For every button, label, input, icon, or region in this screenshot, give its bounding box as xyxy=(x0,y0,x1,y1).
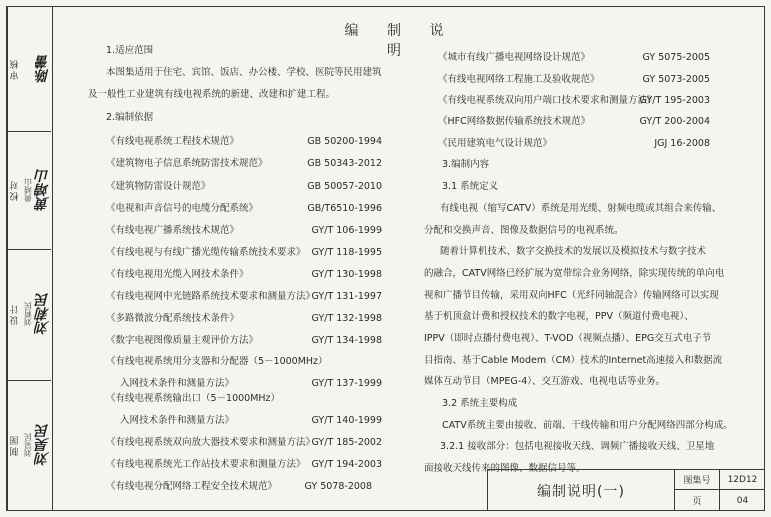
paragraph-line: 面接收天线传来的图像、数据信号等。 xyxy=(424,463,586,474)
atlas-number-value: 12D12 xyxy=(720,470,765,490)
person-name: 刘莉民 xyxy=(23,302,33,327)
standard-name: 《建筑物电子信息系统防雷技术规范》 xyxy=(106,158,268,169)
standard-code: GY/T 137-1999 xyxy=(311,378,382,389)
standard-name: 《有线电视系统工程技术规范》 xyxy=(106,136,240,147)
standard-code: GY/T 118-1995 xyxy=(311,247,382,258)
page-number: 04 xyxy=(736,495,749,506)
standard-name: 《有线电视系统光工作站技术要求和测量方法》 xyxy=(106,459,306,470)
paragraph-line: 的融合，CATV网络已经扩展为宽带综合业务网络，除实现传统的单向电 xyxy=(424,268,725,279)
standard-name-cont: 入网技术条件和测量方法》 xyxy=(120,415,235,426)
paragraph-line: CATV系统主要由接收、前端、干线传输和用户分配网络四部分构成。 xyxy=(442,420,733,431)
standard-name: 《城市有线广播电视网络设计规范》 xyxy=(438,52,591,63)
standard-name: 《电视和声音信号的电缆分配系统》 xyxy=(106,203,259,214)
role-label: 制图 xyxy=(7,380,22,510)
standard-code: GY/T 134-1998 xyxy=(311,335,382,346)
paragraph-line: 基于机顶盒计费和授权技术的数字电视，PPV（频道付费电视）、 xyxy=(424,311,694,322)
standard-code: GY/T 140-1999 xyxy=(311,415,382,426)
signoff-row-review xyxy=(7,7,51,132)
paragraph-line: 媒体互动节目（MPEG-4）、交互游戏、电视电话等业务。 xyxy=(424,376,666,387)
paragraph-line: 目指南、基于Cable Modem（CM）技术的Internet高速接入和数据流 xyxy=(424,355,723,366)
standard-name: 《有线电视广播系统技术规范》 xyxy=(106,225,240,236)
standard-name: 《有线电视系统用分支器和分配器（5－1000MHz） xyxy=(106,356,328,367)
standard-code: GY 5078-2008 xyxy=(304,481,372,492)
page-title: 编 制 说 明 xyxy=(344,23,456,59)
drawing-name: 编制说明(一) xyxy=(488,470,675,511)
standard-name: 《民用建筑电气设计规范》 xyxy=(438,138,553,149)
paragraph-line: 及一般性工业建筑有线电视系统的新建、改建和扩建工程。 xyxy=(88,89,336,100)
paragraph-line: IPPV（即时点播付费电视）、T-VOD（视频点播）、EPG交互式电子节 xyxy=(424,333,712,344)
standard-code: GY/T 185-2002 xyxy=(311,437,382,448)
signature: 刘昊民 xyxy=(35,424,51,466)
standard-code: GY/T 132-1998 xyxy=(311,313,382,324)
standard-name: 《有线电视系统双向放大器技术要求和测量方法》 xyxy=(106,437,316,448)
signature: 黄靖山 xyxy=(35,169,51,211)
subsection-heading: 3.1 系统定义 xyxy=(442,181,499,192)
paragraph-line: 3.2.1 接收部分：包括电视接收天线、调频广播接收天线、卫星地 xyxy=(440,441,715,452)
paragraph-line: 随着计算机技术、数字交换技术的发展以及模拟技术与数字技术 xyxy=(440,246,707,257)
standard-name: 《有线电视系统双向用户端口技术要求和测量方法》 xyxy=(438,95,657,106)
signoff-row-design xyxy=(7,249,51,381)
person-name: 刘昊民 xyxy=(23,433,33,457)
standard-name: 《HFC网络数据传输系统技术规范》 xyxy=(438,116,591,127)
role-label: 设计 xyxy=(7,249,22,380)
title-block xyxy=(487,469,765,511)
person-name: 黄靖山 xyxy=(23,178,33,202)
subsection-heading: 3.2 系统主要构成 xyxy=(442,398,518,409)
paragraph-line: 本图集适用于住宅、宾馆、饭店、办公楼、学校、医院等民用建筑 xyxy=(106,67,382,78)
role-label: 审核 xyxy=(7,7,22,131)
standard-code: GB 50343-2012 xyxy=(307,158,382,169)
standard-name: 《有线电视系统输出口（5－1000MHz） xyxy=(106,393,281,404)
paragraph-line: 视和广播节目传输，采用双向HFC（光纤同轴混合）传输网络可以实现 xyxy=(424,290,719,301)
standard-name: 《有线电视用光缆入网技术条件》 xyxy=(106,269,249,280)
section-heading: 3.编制内容 xyxy=(442,159,490,170)
paragraph-line: 有线电视（缩写CATV）系统是用光缆、射频电缆或其组合来传输、 xyxy=(440,203,722,214)
standard-code: GY 5075-2005 xyxy=(642,52,710,63)
standard-name: 《建筑物防雷设计规范》 xyxy=(106,181,211,192)
signoff-row-check xyxy=(7,131,51,250)
standard-name: 《有线电视分配网络工程安全技术规范》 xyxy=(106,481,278,492)
standard-code: GY/T 195-2003 xyxy=(639,95,710,106)
signature: 刘莉民 xyxy=(35,293,51,336)
standard-name: 《有线电视网络工程施工及验收规范》 xyxy=(438,74,600,85)
standard-code: GY/T 200-2004 xyxy=(639,116,710,127)
standard-name: 《有线电视网中光链路系统技术要求和测量方法》 xyxy=(106,291,316,302)
standard-code: GY/T 106-1999 xyxy=(311,225,382,236)
standard-code: GY 5073-2005 xyxy=(642,74,710,85)
standard-name: 《有线电视与有线广播光缆传输系统技术要求》 xyxy=(106,247,306,258)
standard-code: GB 50057-2010 xyxy=(307,181,382,192)
section-heading: 1.适应范围 xyxy=(106,45,154,56)
signature: 陈蕾 xyxy=(35,55,51,83)
section-heading: 2.编制依据 xyxy=(106,112,154,123)
role-label: 校对 xyxy=(7,131,22,249)
paragraph-line: 分配和交换声音、图像及数据信号的电视系统。 xyxy=(424,225,624,236)
signoff-strip xyxy=(6,6,52,511)
page-label: 页 xyxy=(675,490,720,511)
signoff-row-drawing xyxy=(7,380,51,510)
standard-name: 《多路微波分配系统技术条件》 xyxy=(106,313,240,324)
standard-code: JGJ 16-2008 xyxy=(654,138,710,149)
standard-name-cont: 入网技术条件和测量方法》 xyxy=(120,378,235,389)
atlas-number-label: 图集号 xyxy=(675,470,720,490)
standard-code: GB/T6510-1996 xyxy=(307,203,382,214)
standard-code: GB 50200-1994 xyxy=(307,136,382,147)
standard-name: 《数字电视图像质量主观评价方法》 xyxy=(106,335,259,346)
standard-code: GY/T 194-2003 xyxy=(311,459,382,470)
standard-code: GY/T 131-1997 xyxy=(311,291,382,302)
standard-code: GY/T 130-1998 xyxy=(311,269,382,280)
